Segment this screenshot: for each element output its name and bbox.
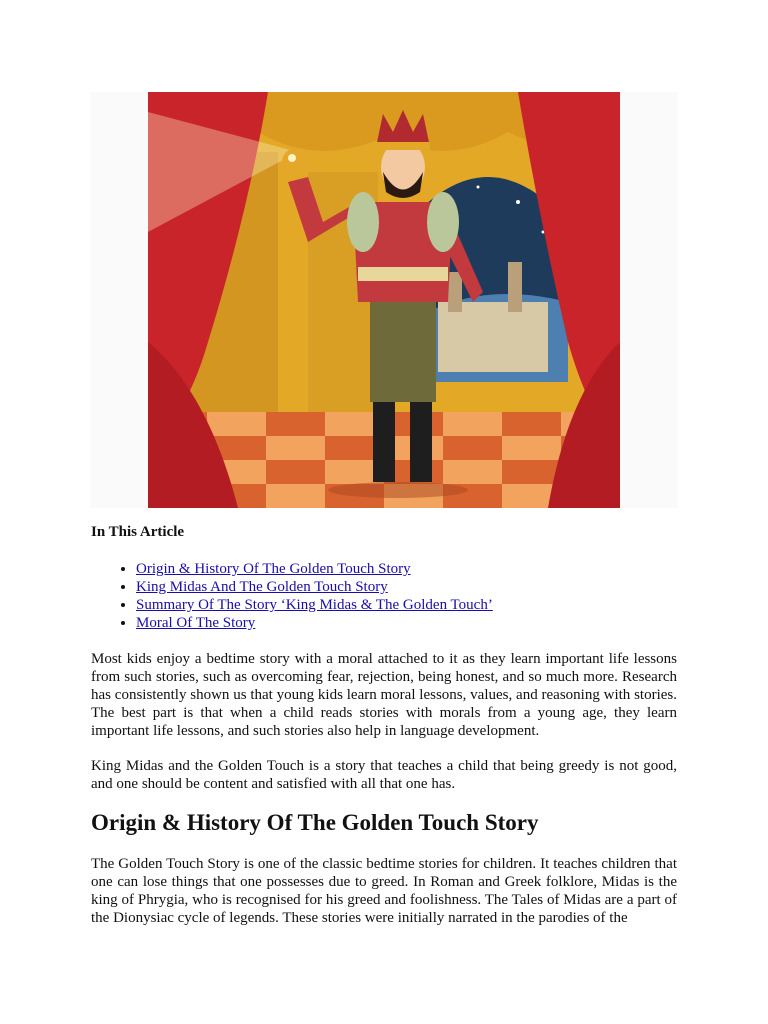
king-midas-illustration bbox=[148, 92, 620, 508]
toc-item bbox=[136, 560, 493, 578]
toc-link-origin[interactable]: Origin & History Of The Golden Touch Story bbox=[136, 561, 411, 577]
toc-item bbox=[136, 578, 493, 596]
toc-item bbox=[136, 614, 493, 632]
intro-paragraph: Most kids enjoy a bedtime story with a moral attached to it as they learn important life lessons from such stories, such as overcoming fear, rejection, being honest, and so much more. Research has consistently shown us that young kids learn moral lessons, values, and reasoning with stories. The best part is that when a child reads stories with morals from a young age, they learn important life lessons, and such stories also help in language development. bbox=[91, 651, 677, 739]
origin-paragraph: The Golden Touch Story is one of the classic bedtime stories for children. It teaches children that one can lose things that one possesses due to greed. In Roman and Greek folklore, Midas is the king of Phrygia, who is recognised for his greed and foolishness. The Tales of Midas are a part of the Dionysiac cycle of legends. These stories were initially narrated in the parodies of the bbox=[91, 856, 677, 926]
hero-image bbox=[91, 92, 677, 508]
table-of-contents bbox=[91, 560, 493, 632]
toc-link-summary[interactable]: Summary Of The Story ‘King Midas & The Golden Touch’ bbox=[136, 597, 493, 613]
toc-item bbox=[136, 596, 493, 614]
greed-paragraph: King Midas and the Golden Touch is a story that teaches a child that being greedy is not good, and one should be content and satisfied with all that one has. bbox=[91, 758, 677, 792]
toc-link-moral[interactable]: Moral Of The Story bbox=[136, 615, 256, 631]
toc-title: In This Article bbox=[91, 524, 185, 540]
section-heading-origin: Origin & History Of The Golden Touch Story bbox=[91, 810, 539, 835]
toc-link-king-midas[interactable]: King Midas And The Golden Touch Story bbox=[136, 579, 388, 595]
